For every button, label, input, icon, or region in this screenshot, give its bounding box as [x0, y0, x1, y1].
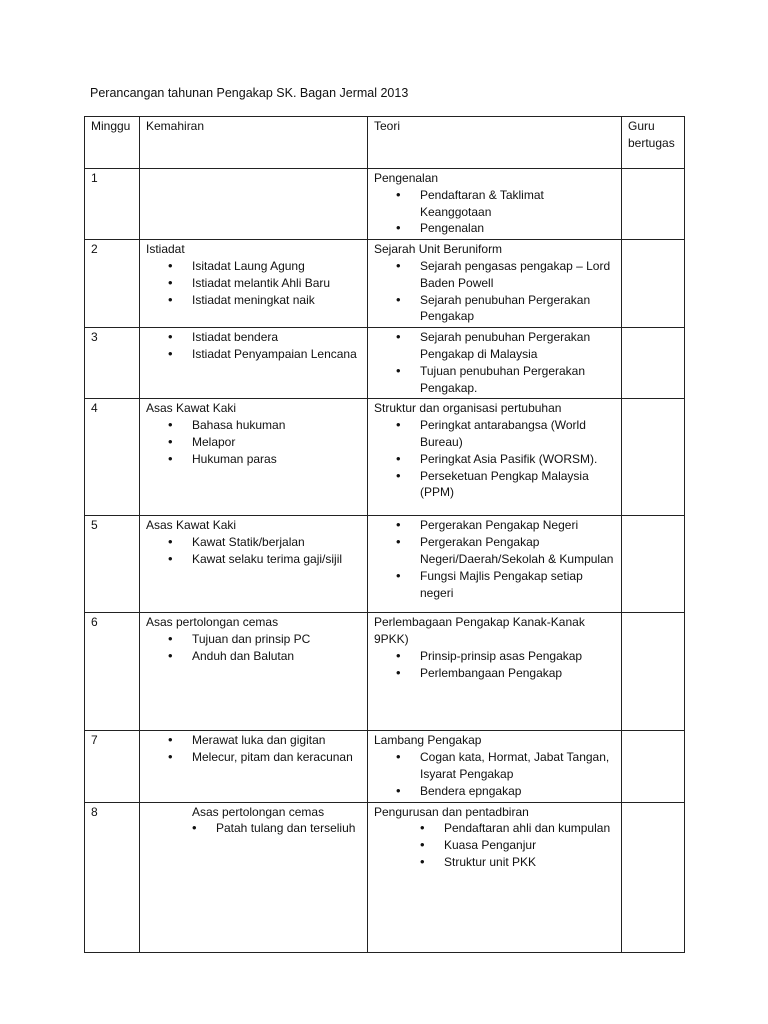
- plan-rows: [85, 169, 685, 953]
- header-teori: Teori: [368, 117, 622, 169]
- header-kemahiran: Kemahiran: [140, 117, 368, 169]
- teori-title: Lambang Pengakap: [374, 733, 482, 748]
- week-cell: 3: [85, 328, 140, 399]
- kemahiran-cell: [140, 399, 368, 516]
- teori-item: • Perseketuan Pengkap Malaysia (PPM): [420, 468, 617, 502]
- week-cell: 7: [85, 731, 140, 802]
- kemahiran-cell: [140, 731, 368, 802]
- teori-list: [374, 417, 617, 501]
- kemahiran-list: [146, 820, 363, 837]
- teori-list: [374, 187, 617, 237]
- kemahiran-title: Istiadat: [146, 242, 185, 257]
- teori-cell: [368, 613, 622, 731]
- week-cell: 6: [85, 613, 140, 731]
- kemahiran-list: [146, 732, 363, 766]
- kemahiran-title: Asas Kawat Kaki: [146, 401, 237, 416]
- kemahiran-item: • Istiadat melantik Ahli Baru: [192, 275, 363, 292]
- teori-item: • Pergerakan Pengakap Negeri/Daerah/Sekolah & Kumpulan: [420, 534, 617, 568]
- kemahiran-item: • Istiadat Penyampaian Lencana: [192, 346, 363, 363]
- teori-cell: [368, 731, 622, 802]
- teori-item: • Pergerakan Pengakap Negeri: [420, 517, 617, 534]
- teori-list: [374, 749, 617, 799]
- header-row: [85, 117, 685, 169]
- table-row: [85, 240, 685, 328]
- teori-title: Struktur dan organisasi pertubuhan: [374, 401, 562, 416]
- table-row: [85, 802, 685, 952]
- guru-cell: [622, 240, 685, 328]
- kemahiran-item: • Istiadat bendera: [192, 329, 363, 346]
- header-guru: Guru bertugas: [622, 117, 685, 169]
- table-row: [85, 169, 685, 240]
- teori-item: • Tujuan penubuhan Pergerakan Pengakap.: [420, 363, 617, 397]
- teori-title: Perlembagaan Pengakap Kanak-Kanak 9PKK): [374, 615, 585, 647]
- kemahiran-list: [146, 417, 363, 467]
- kemahiran-item: • Anduh dan Balutan: [192, 648, 363, 665]
- teori-cell: [368, 328, 622, 399]
- kemahiran-list: [146, 534, 363, 568]
- plan-table: [84, 116, 685, 953]
- teori-cell: [368, 240, 622, 328]
- teori-list: [374, 820, 617, 870]
- teori-list: [374, 329, 617, 396]
- kemahiran-list: [146, 258, 363, 308]
- teori-item: • Prinsip-prinsip asas Pengakap: [420, 648, 617, 665]
- teori-item: • Kuasa Penganjur: [444, 837, 617, 854]
- kemahiran-item: • Istiadat meningkat naik: [192, 292, 363, 309]
- guru-cell: [622, 169, 685, 240]
- teori-title: Sejarah Unit Beruniform: [374, 242, 503, 257]
- kemahiran-item: • Bahasa hukuman: [192, 417, 363, 434]
- guru-cell: [622, 613, 685, 731]
- kemahiran-item: • Kawat selaku terima gaji/sijil: [192, 551, 363, 568]
- teori-item: • Perlembangaan Pengakap: [420, 665, 617, 682]
- kemahiran-item: • Isitadat Laung Agung: [192, 258, 363, 275]
- teori-item: • Pendaftaran ahli dan kumpulan: [444, 820, 617, 837]
- kemahiran-item: • Patah tulang dan terseliuh: [216, 820, 363, 837]
- teori-item: • Pendaftaran & Taklimat Keanggotaan: [420, 187, 617, 221]
- week-cell: 8: [85, 802, 140, 952]
- teori-cell: [368, 802, 622, 952]
- kemahiran-item: • Hukuman paras: [192, 451, 363, 468]
- table-row: [85, 731, 685, 802]
- document-title: Perancangan tahunan Pengakap SK. Bagan Jermal 2013: [90, 86, 409, 100]
- kemahiran-cell: [140, 328, 368, 399]
- kemahiran-item: • Tujuan dan prinsip PC: [192, 631, 363, 648]
- teori-cell: [368, 169, 622, 240]
- kemahiran-item: • Melapor: [192, 434, 363, 451]
- kemahiran-cell: [140, 516, 368, 613]
- kemahiran-item: • Merawat luka dan gigitan: [192, 732, 363, 749]
- kemahiran-cell: [140, 802, 368, 952]
- kemahiran-item: • Melecur, pitam dan keracunan: [192, 749, 363, 766]
- teori-list: [374, 258, 617, 325]
- teori-item: • Peringkat antarabangsa (World Bureau): [420, 417, 617, 451]
- teori-list: [374, 648, 617, 682]
- kemahiran-title: Asas pertolongan cemas: [192, 804, 325, 819]
- week-cell: 2: [85, 240, 140, 328]
- kemahiran-title: Asas Kawat Kaki: [146, 518, 237, 533]
- week-cell: 5: [85, 516, 140, 613]
- teori-item: • Sejarah pengasas pengakap – Lord Baden Powell: [420, 258, 617, 292]
- guru-cell: [622, 399, 685, 516]
- teori-item: • Sejarah penubuhan Pergerakan Pengakap di Malaysia: [420, 329, 617, 363]
- teori-cell: [368, 399, 622, 516]
- table-row: [85, 613, 685, 731]
- teori-item: • Bendera epngakap: [420, 783, 617, 800]
- kemahiran-item: • Kawat Statik/berjalan: [192, 534, 363, 551]
- guru-cell: [622, 516, 685, 613]
- kemahiran-list: [146, 631, 363, 665]
- table-row: [85, 516, 685, 613]
- teori-title: Pengurusan dan pentadbiran: [374, 804, 529, 819]
- teori-item: • Cogan kata, Hormat, Jabat Tangan, Isyarat Pengakap: [420, 749, 617, 783]
- guru-cell: [622, 328, 685, 399]
- kemahiran-title: Asas pertolongan cemas: [146, 615, 279, 630]
- guru-cell: [622, 731, 685, 802]
- table-row: [85, 399, 685, 516]
- kemahiran-cell: [140, 240, 368, 328]
- teori-item: • Struktur unit PKK: [444, 854, 617, 871]
- kemahiran-cell: [140, 169, 368, 240]
- header-minggu: Minggu: [85, 117, 140, 169]
- teori-item: • Fungsi Majlis Pengakap setiap negeri: [420, 568, 617, 602]
- teori-item: • Sejarah penubuhan Pergerakan Pengakap: [420, 292, 617, 326]
- teori-item: • Pengenalan: [420, 220, 617, 237]
- guru-cell: [622, 802, 685, 952]
- week-cell: 4: [85, 399, 140, 516]
- teori-list: [374, 517, 617, 601]
- teori-title: Pengenalan: [374, 171, 439, 185]
- kemahiran-list: [146, 329, 363, 363]
- teori-cell: [368, 516, 622, 613]
- kemahiran-cell: [140, 613, 368, 731]
- teori-item: • Peringkat Asia Pasifik (WORSM).: [420, 451, 617, 468]
- week-cell: 1: [85, 169, 140, 240]
- table-row: [85, 328, 685, 399]
